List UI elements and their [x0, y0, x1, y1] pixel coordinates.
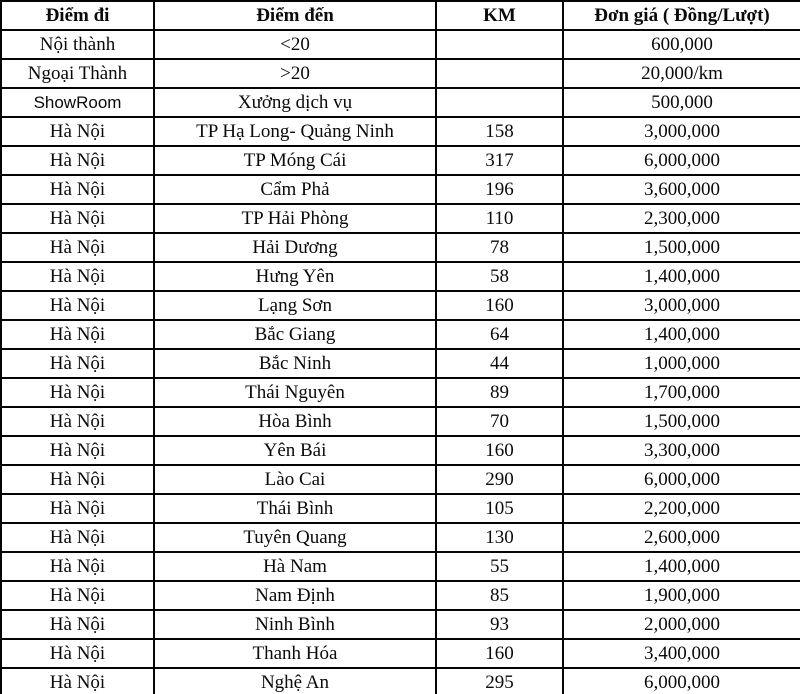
cell-price: 6,000,000 — [563, 146, 800, 175]
header-from: Điểm đi — [1, 1, 154, 30]
cell-km: 58 — [436, 262, 563, 291]
table-row — [1, 581, 800, 610]
cell-km: 130 — [436, 523, 563, 552]
cell-to: TP Hạ Long- Quảng Ninh — [154, 117, 436, 146]
cell-price: 1,900,000 — [563, 581, 800, 610]
cell-km — [436, 30, 563, 59]
cell-from: Hà Nội — [1, 610, 154, 639]
cell-to: Cẩm Phả — [154, 175, 436, 204]
cell-to: >20 — [154, 59, 436, 88]
cell-from: Hà Nội — [1, 175, 154, 204]
cell-price: 3,300,000 — [563, 436, 800, 465]
cell-price: 20,000/km — [563, 59, 800, 88]
cell-from: Hà Nội — [1, 639, 154, 668]
cell-from: Hà Nội — [1, 378, 154, 407]
table-row — [1, 349, 800, 378]
table-row — [1, 175, 800, 204]
cell-km: 89 — [436, 378, 563, 407]
cell-price: 6,000,000 — [563, 465, 800, 494]
cell-km: 196 — [436, 175, 563, 204]
cell-to: Yên Bái — [154, 436, 436, 465]
table-row — [1, 436, 800, 465]
cell-to: Ninh Bình — [154, 610, 436, 639]
cell-km — [436, 88, 563, 117]
table-row — [1, 88, 800, 117]
cell-from: Hà Nội — [1, 581, 154, 610]
cell-from: Nội thành — [1, 30, 154, 59]
table-row — [1, 146, 800, 175]
cell-km: 70 — [436, 407, 563, 436]
cell-from: Hà Nội — [1, 552, 154, 581]
cell-to: Thái Nguyên — [154, 378, 436, 407]
cell-to: <20 — [154, 30, 436, 59]
cell-from: Hà Nội — [1, 436, 154, 465]
table-row — [1, 407, 800, 436]
header-price: Đơn giá ( Đồng/Lượt) — [563, 1, 800, 30]
table-row — [1, 204, 800, 233]
cell-price: 2,200,000 — [563, 494, 800, 523]
cell-price: 3,600,000 — [563, 175, 800, 204]
cell-to: Hà Nam — [154, 552, 436, 581]
cell-km: 160 — [436, 436, 563, 465]
cell-km: 44 — [436, 349, 563, 378]
table-row — [1, 610, 800, 639]
cell-to: Thanh Hóa — [154, 639, 436, 668]
cell-price: 3,400,000 — [563, 639, 800, 668]
cell-km: 160 — [436, 291, 563, 320]
cell-price: 1,400,000 — [563, 552, 800, 581]
cell-to: Lào Cai — [154, 465, 436, 494]
cell-to: Hòa Bình — [154, 407, 436, 436]
cell-from: Hà Nội — [1, 668, 154, 694]
cell-from: Hà Nội — [1, 233, 154, 262]
cell-km: 93 — [436, 610, 563, 639]
cell-from: Hà Nội — [1, 523, 154, 552]
cell-price: 1,500,000 — [563, 233, 800, 262]
table-row — [1, 320, 800, 349]
cell-km: 160 — [436, 639, 563, 668]
cell-from: Hà Nội — [1, 494, 154, 523]
cell-from: Hà Nội — [1, 349, 154, 378]
cell-km: 110 — [436, 204, 563, 233]
table-row — [1, 117, 800, 146]
cell-to: Hải Dương — [154, 233, 436, 262]
table-row — [1, 494, 800, 523]
cell-price: 2,600,000 — [563, 523, 800, 552]
table-row — [1, 639, 800, 668]
cell-to: TP Móng Cái — [154, 146, 436, 175]
cell-to: Nam Định — [154, 581, 436, 610]
cell-from: Hà Nội — [1, 117, 154, 146]
cell-km — [436, 59, 563, 88]
table-body — [1, 30, 800, 694]
cell-km: 158 — [436, 117, 563, 146]
cell-to: Lạng Sơn — [154, 291, 436, 320]
cell-from: Hà Nội — [1, 262, 154, 291]
cell-price: 1,400,000 — [563, 262, 800, 291]
cell-km: 290 — [436, 465, 563, 494]
table-row — [1, 668, 800, 694]
cell-to: Bắc Ninh — [154, 349, 436, 378]
cell-from: ShowRoom — [1, 88, 154, 117]
cell-km: 78 — [436, 233, 563, 262]
table-row — [1, 30, 800, 59]
cell-to: Thái Bình — [154, 494, 436, 523]
table-row — [1, 233, 800, 262]
cell-price: 2,000,000 — [563, 610, 800, 639]
cell-to: TP Hải Phòng — [154, 204, 436, 233]
cell-from: Hà Nội — [1, 465, 154, 494]
table-row — [1, 59, 800, 88]
cell-price: 3,000,000 — [563, 117, 800, 146]
header-row — [1, 1, 800, 30]
cell-price: 3,000,000 — [563, 291, 800, 320]
table-row — [1, 378, 800, 407]
header-km: KM — [436, 1, 563, 30]
cell-price: 2,300,000 — [563, 204, 800, 233]
cell-price: 1,400,000 — [563, 320, 800, 349]
cell-to: Bắc Giang — [154, 320, 436, 349]
cell-from: Ngoại Thành — [1, 59, 154, 88]
header-to: Điểm đến — [154, 1, 436, 30]
cell-km: 64 — [436, 320, 563, 349]
cell-from: Hà Nội — [1, 146, 154, 175]
cell-from: Hà Nội — [1, 204, 154, 233]
table-header — [1, 1, 800, 30]
table-row — [1, 262, 800, 291]
table-row — [1, 523, 800, 552]
cell-km: 317 — [436, 146, 563, 175]
cell-km: 105 — [436, 494, 563, 523]
cell-to: Hưng Yên — [154, 262, 436, 291]
cell-price: 500,000 — [563, 88, 800, 117]
cell-to: Xưởng dịch vụ — [154, 88, 436, 117]
cell-to: Nghệ An — [154, 668, 436, 694]
table-row — [1, 552, 800, 581]
cell-price: 6,000,000 — [563, 668, 800, 694]
cell-from: Hà Nội — [1, 407, 154, 436]
cell-km: 85 — [436, 581, 563, 610]
table-row — [1, 465, 800, 494]
cell-from: Hà Nội — [1, 320, 154, 349]
cell-km: 55 — [436, 552, 563, 581]
cell-price: 600,000 — [563, 30, 800, 59]
cell-price: 1,700,000 — [563, 378, 800, 407]
cell-km: 295 — [436, 668, 563, 694]
table-row — [1, 291, 800, 320]
cell-to: Tuyên Quang — [154, 523, 436, 552]
cell-price: 1,000,000 — [563, 349, 800, 378]
cell-price: 1,500,000 — [563, 407, 800, 436]
cell-from: Hà Nội — [1, 291, 154, 320]
